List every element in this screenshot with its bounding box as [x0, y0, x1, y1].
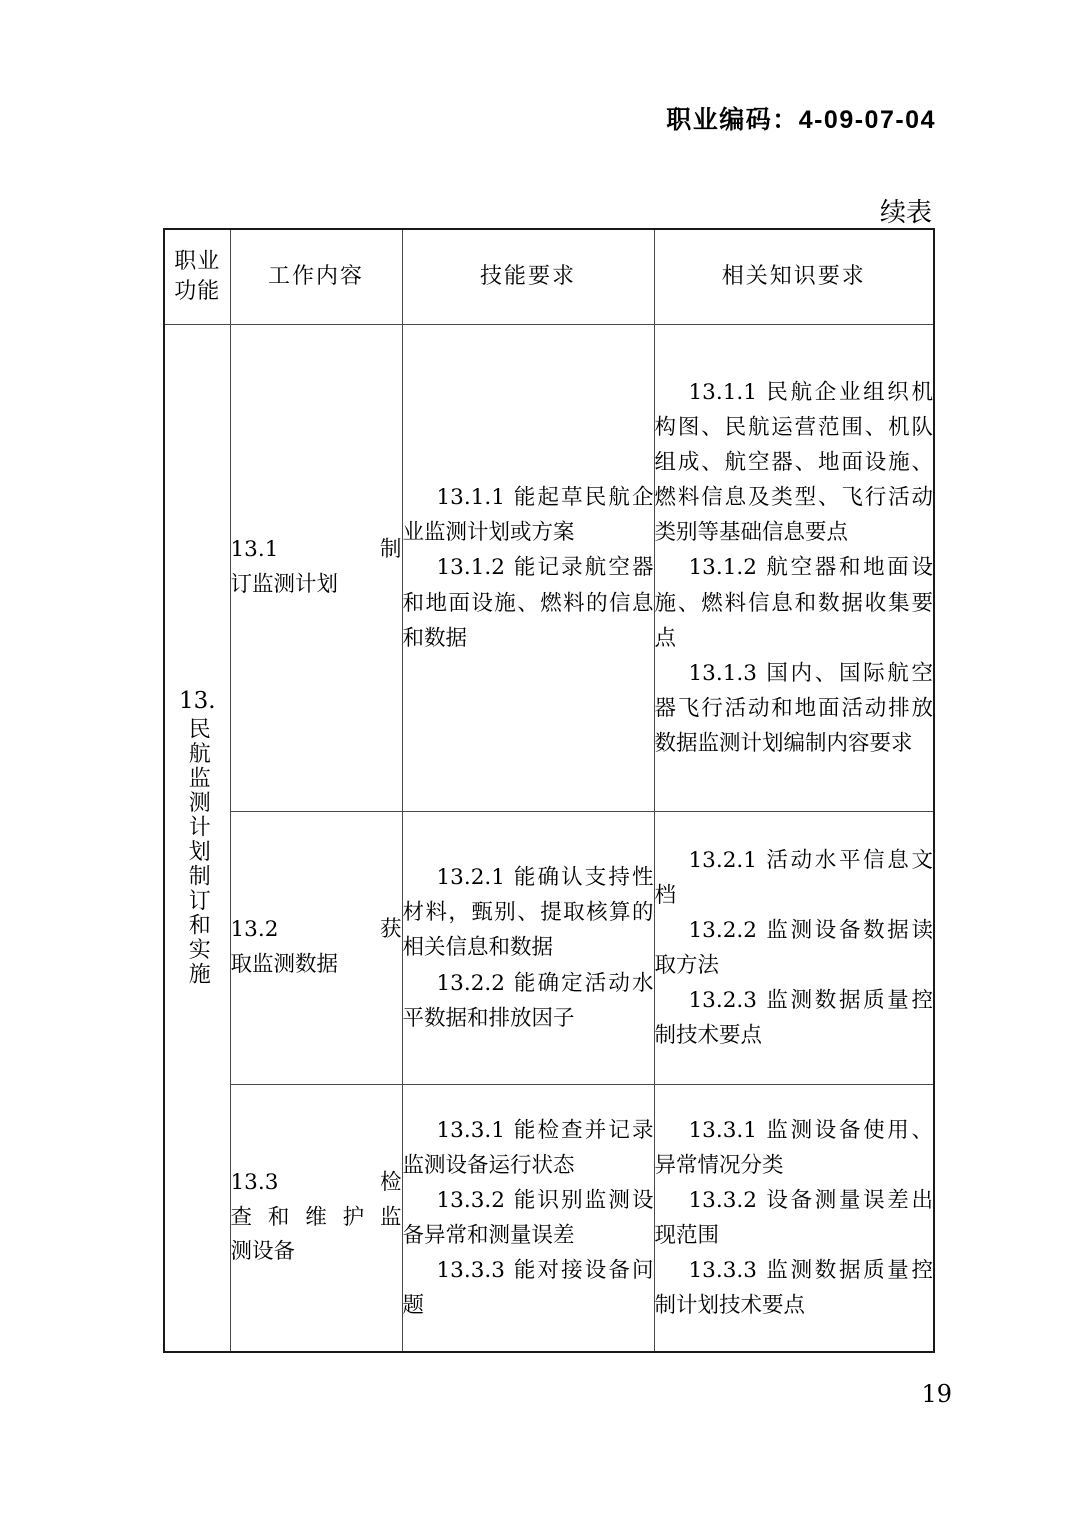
table-header-row: [164, 229, 934, 325]
work-content-line: 查和维护监: [230, 1204, 402, 1230]
work-content-cell: [230, 1085, 402, 1353]
work-content-line: 13.1 制: [230, 537, 402, 563]
knowledge-item: 13.2.2 监测设备数据读取方法: [654, 917, 933, 978]
knowledge-item: 13.3.3 监测数据质量控制计划技术要点: [654, 1258, 933, 1319]
continued-table-label: 续表: [879, 198, 932, 228]
skill-item: 13.1.1 能起草民航企业监测计划或方案: [402, 485, 654, 546]
job-function-number: 13.: [178, 687, 216, 714]
knowledge-requirements-cell: [654, 812, 934, 1085]
running-head: [0, 100, 936, 136]
skill-requirements-cell: [402, 812, 654, 1085]
work-content-cell: [230, 325, 402, 812]
skill-requirements-cell: [402, 325, 654, 812]
table-row: [164, 812, 934, 1085]
knowledge-item: 13.3.2 设备测量误差出现范围: [654, 1187, 933, 1248]
column-header-skill-requirements: 技能要求: [402, 229, 654, 325]
knowledge-requirements-cell: [654, 325, 934, 812]
occupational-skills-table: [163, 228, 935, 1353]
knowledge-item: 13.2.3 监测数据质量控制技术要点: [654, 988, 933, 1049]
table-row: [164, 325, 934, 812]
skill-item: 13.3.3 能对接设备问题: [402, 1258, 654, 1319]
knowledge-requirements-cell: [654, 1085, 934, 1353]
work-content-line: 订监测计划: [230, 572, 339, 597]
skill-item: 13.2.2 能确定活动水平数据和排放因子: [402, 970, 654, 1031]
knowledge-item: 13.1.1 民航企业组织机构图、民航运营范围、机队组成、航空器、地面设施、燃料信息及类型、飞行活动类别等基础信息要点: [654, 380, 933, 546]
column-header-work-content: 工作内容: [230, 229, 402, 325]
work-content-line: 13.3 检: [230, 1169, 402, 1195]
skill-item: 13.3.2 能识别监测设备异常和测量误差: [402, 1187, 654, 1248]
page-number: 19: [921, 1380, 952, 1408]
job-function-vertical: [165, 325, 230, 1351]
skill-item: 13.3.1 能检查并记录监测设备运行状态: [402, 1117, 654, 1178]
skill-requirements-cell: [402, 1085, 654, 1353]
knowledge-item: 13.2.1 活动水平信息文档: [654, 847, 933, 908]
knowledge-item: 13.1.2 航空器和地面设施、燃料信息和数据收集要点: [654, 555, 933, 651]
work-content-cell: [230, 812, 402, 1085]
work-content-line: 测设备: [230, 1239, 296, 1265]
job-function-cell: [164, 325, 230, 1353]
column-header-function-line2: 功能: [174, 279, 221, 304]
job-function-text: 民航监测计划制订和实施: [185, 716, 211, 987]
skill-item: 13.2.1 能确认支持性材料，甄别、提取核算的相关信息和数据: [402, 865, 654, 961]
column-header-function-line1: 职业: [174, 248, 221, 274]
column-header-function: [164, 229, 230, 325]
table-row: [164, 1085, 934, 1353]
column-header-knowledge-requirements: 相关知识要求: [654, 229, 934, 325]
skill-item: 13.1.2 能记录航空器和地面设施、燃料的信息和数据: [402, 555, 654, 651]
work-content-line: 取监测数据: [230, 952, 339, 977]
knowledge-item: 13.3.1 监测设备使用、异常情况分类: [654, 1117, 933, 1178]
occupation-code: 职业编码：4-09-07-04: [666, 106, 936, 134]
work-content-line: 13.2 获: [230, 917, 402, 943]
knowledge-item: 13.1.3 国内、国际航空器飞行活动和地面活动排放数据监测计划编制内容要求: [654, 660, 933, 756]
